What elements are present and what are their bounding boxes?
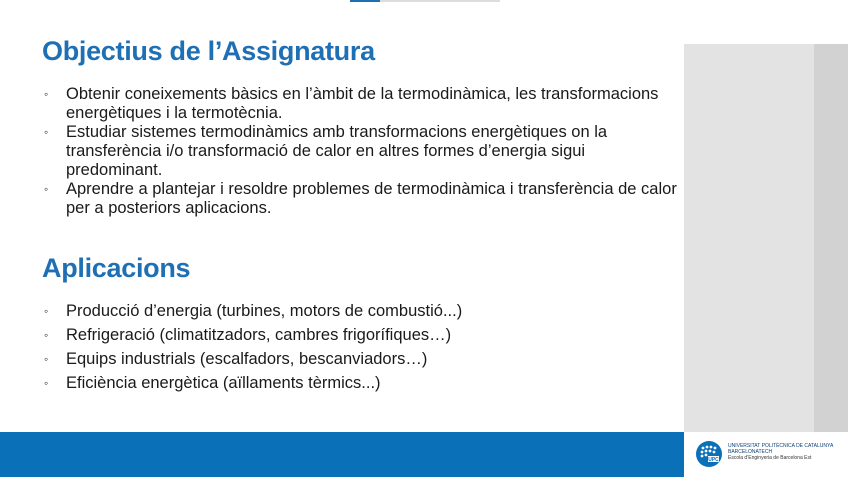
list-item: ◦ Equips industrials (escalfadors, bescanviadors…) (44, 350, 428, 368)
bullet-icon: ◦ (44, 328, 49, 342)
bullet-icon: ◦ (44, 182, 49, 196)
list-item: ◦ Refrigeració (climatitzadors, cambres frigorífiques…) (44, 326, 452, 344)
upc-logo (684, 432, 848, 477)
side-panel (684, 44, 848, 432)
footer-bar (0, 432, 684, 477)
upc-logo-icon (696, 441, 722, 467)
applications-list (42, 302, 662, 398)
section-title-applications: Aplicacions (42, 253, 191, 283)
bullet-icon: ◦ (44, 352, 49, 366)
bullet-icon: ◦ (44, 125, 49, 139)
bullet-icon: ◦ (44, 376, 49, 390)
list-item: ◦ Producció d’energia (turbines, motors de combustió...) (44, 302, 463, 320)
bullet-icon: ◦ (44, 304, 49, 318)
logo-line-2: BARCELONATECH (728, 449, 773, 455)
logo-line-1: UNIVERSITAT POLITÈCNICA DE CATALUNYA (728, 443, 834, 449)
list-item: ◦ Aprendre a plantejar i resoldre problemes de termodinàmica i transferència de calor per a posteriors aplicacions. (44, 180, 677, 217)
top-accent-line (350, 0, 500, 2)
svg-text:UPC: UPC (708, 457, 719, 463)
list-item: ◦ Obtenir coneixements bàsics en l’àmbit de la termodinàmica, les transformacions energètiques i la termotècnia. (44, 85, 659, 122)
logo-line-3: Escola d’Enginyeria de Barcelona Est (728, 455, 812, 461)
bullet-icon: ◦ (44, 87, 49, 101)
objectives-list (42, 85, 682, 218)
list-item: ◦ Estudiar sistemes termodinàmics amb transformacions energètiques on la transferència i/o transformació de calor en altres formes d’energia sigui predominant. (44, 123, 608, 179)
section-title-objectives: Objectius de l’Assignatura (42, 36, 375, 66)
list-item: ◦ Eficiència energètica (aïllaments tèrmics...) (44, 374, 381, 392)
